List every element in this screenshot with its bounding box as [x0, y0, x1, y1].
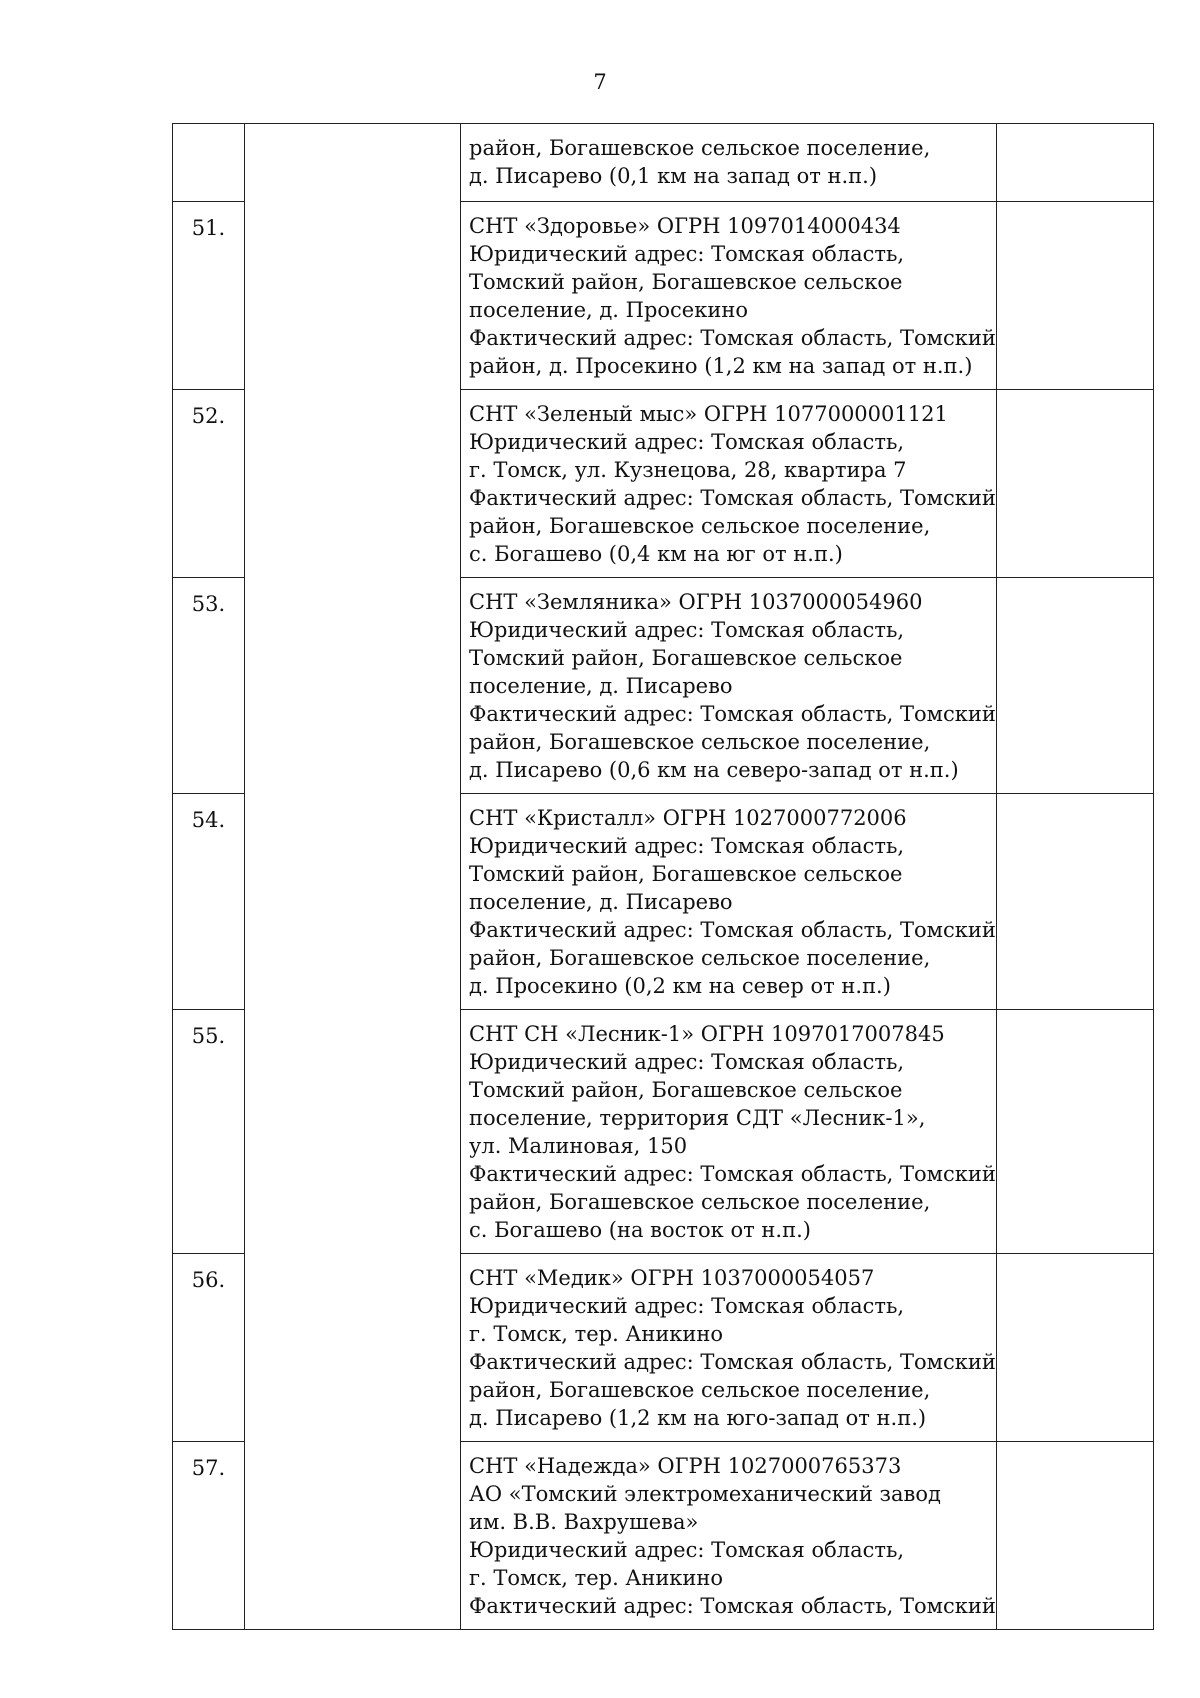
row-number-cell: 53. [173, 578, 245, 794]
text-line: Юридический адрес: Томская область, [469, 1538, 905, 1562]
text-line: район, д. Просекино (1,2 км на запад от н.п.) [469, 354, 973, 378]
text-line: Юридический адрес: Томская область, [469, 430, 905, 454]
text-line: СНТ СН «Лесник-1» ОГРН 1097017007845 [469, 1022, 945, 1046]
text-line: СНТ «Медик» ОГРН 1037000054057 [469, 1266, 875, 1290]
text-line: СНТ «Зеленый мыс» ОГРН 1077000001121 [469, 402, 948, 426]
text-line: д. Просекино (0,2 км на север от н.п.) [469, 974, 891, 998]
empty-cell [996, 202, 1153, 390]
text-line: район, Богашевское сельское поселение, [469, 946, 931, 970]
text-line: СНТ «Здоровье» ОГРН 1097014000434 [469, 214, 901, 238]
empty-cell [996, 124, 1153, 202]
document-table [172, 123, 1154, 1630]
text-line: Фактический адрес: Томская область, Томский [469, 326, 996, 350]
text-line: АО «Томский электромеханический завод [469, 1482, 941, 1506]
text-line: с. Богашево (0,4 км на юг от н.п.) [469, 542, 843, 566]
row-number-cell [173, 124, 245, 202]
text-line: Юридический адрес: Томская область, [469, 1050, 905, 1074]
text-line: Юридический адрес: Томская область, [469, 242, 905, 266]
merged-column-cell [245, 124, 461, 1630]
empty-cell [996, 1010, 1153, 1254]
row-number-cell: 51. [173, 202, 245, 390]
row-number-cell: 54. [173, 794, 245, 1010]
text-line: Юридический адрес: Томская область, [469, 834, 905, 858]
text-line: Томский район, Богашевское сельское [469, 646, 903, 670]
page-number: 7 [593, 70, 607, 94]
text-line: с. Богашево (на восток от н.п.) [469, 1218, 811, 1242]
text-line: Юридический адрес: Томская область, [469, 1294, 905, 1318]
text-line: район, Богашевское сельское поселение, [469, 1190, 931, 1214]
row-text-cell [461, 1254, 997, 1442]
text-line: СНТ «Земляника» ОГРН 1037000054960 [469, 590, 923, 614]
text-line: Томский район, Богашевское сельское [469, 862, 903, 886]
text-line: Томский район, Богашевское сельское [469, 270, 903, 294]
row-text-cell [461, 124, 997, 202]
row-number-cell: 55. [173, 1010, 245, 1254]
text-line: д. Писарево (0,1 км на запад от н.п.) [469, 164, 878, 188]
text-line: Фактический адрес: Томская область, Томский [469, 918, 996, 942]
text-line: Фактический адрес: Томская область, Томский [469, 486, 996, 510]
row-text-cell [461, 1442, 997, 1630]
text-line: д. Писарево (0,6 км на северо-запад от н.п.) [469, 758, 959, 782]
text-line: им. В.В. Вахрушева» [469, 1510, 699, 1534]
text-line: Фактический адрес: Томская область, Томский [469, 702, 996, 726]
text-line: Юридический адрес: Томская область, [469, 618, 905, 642]
text-line: СНТ «Кристалл» ОГРН 1027000772006 [469, 806, 907, 830]
table-row [173, 124, 1154, 202]
empty-cell [996, 1254, 1153, 1442]
text-line: Фактический адрес: Томская область, Томский [469, 1162, 996, 1186]
row-text-cell [461, 794, 997, 1010]
text-line: район, Богашевское сельское поселение, [469, 1378, 931, 1402]
text-line: г. Томск, тер. Аникино [469, 1566, 724, 1590]
text-line: район, Богашевское сельское поселение, [469, 730, 931, 754]
text-line: Фактический адрес: Томская область, Томский [469, 1350, 996, 1374]
empty-cell [996, 578, 1153, 794]
empty-cell [996, 1442, 1153, 1630]
text-line: д. Писарево (1,2 км на юго-запад от н.п.) [469, 1406, 927, 1430]
row-text-cell [461, 202, 997, 390]
text-line: поселение, д. Просекино [469, 298, 748, 322]
row-text-cell [461, 1010, 997, 1254]
text-line: Томский район, Богашевское сельское [469, 1078, 903, 1102]
text-line: СНТ «Надежда» ОГРН 1027000765373 [469, 1454, 902, 1478]
table-body [173, 124, 1154, 1630]
text-line: район, Богашевское сельское поселение, [469, 514, 931, 538]
row-text-cell [461, 390, 997, 578]
text-line: ул. Малиновая, 150 [469, 1134, 688, 1158]
text-line: поселение, д. Писарево [469, 890, 733, 914]
text-line: поселение, д. Писарево [469, 674, 733, 698]
text-line: г. Томск, ул. Кузнецова, 28, квартира 7 [469, 458, 907, 482]
empty-cell [996, 390, 1153, 578]
row-number-cell: 56. [173, 1254, 245, 1442]
row-text-cell [461, 578, 997, 794]
empty-cell [996, 794, 1153, 1010]
row-number-cell: 57. [173, 1442, 245, 1630]
text-line: г. Томск, тер. Аникино [469, 1322, 724, 1346]
row-number-cell: 52. [173, 390, 245, 578]
text-line: район, Богашевское сельское поселение, [469, 136, 931, 160]
text-line: Фактический адрес: Томская область, Томский [469, 1594, 996, 1618]
text-line: поселение, территория СДТ «Лесник-1», [469, 1106, 926, 1130]
